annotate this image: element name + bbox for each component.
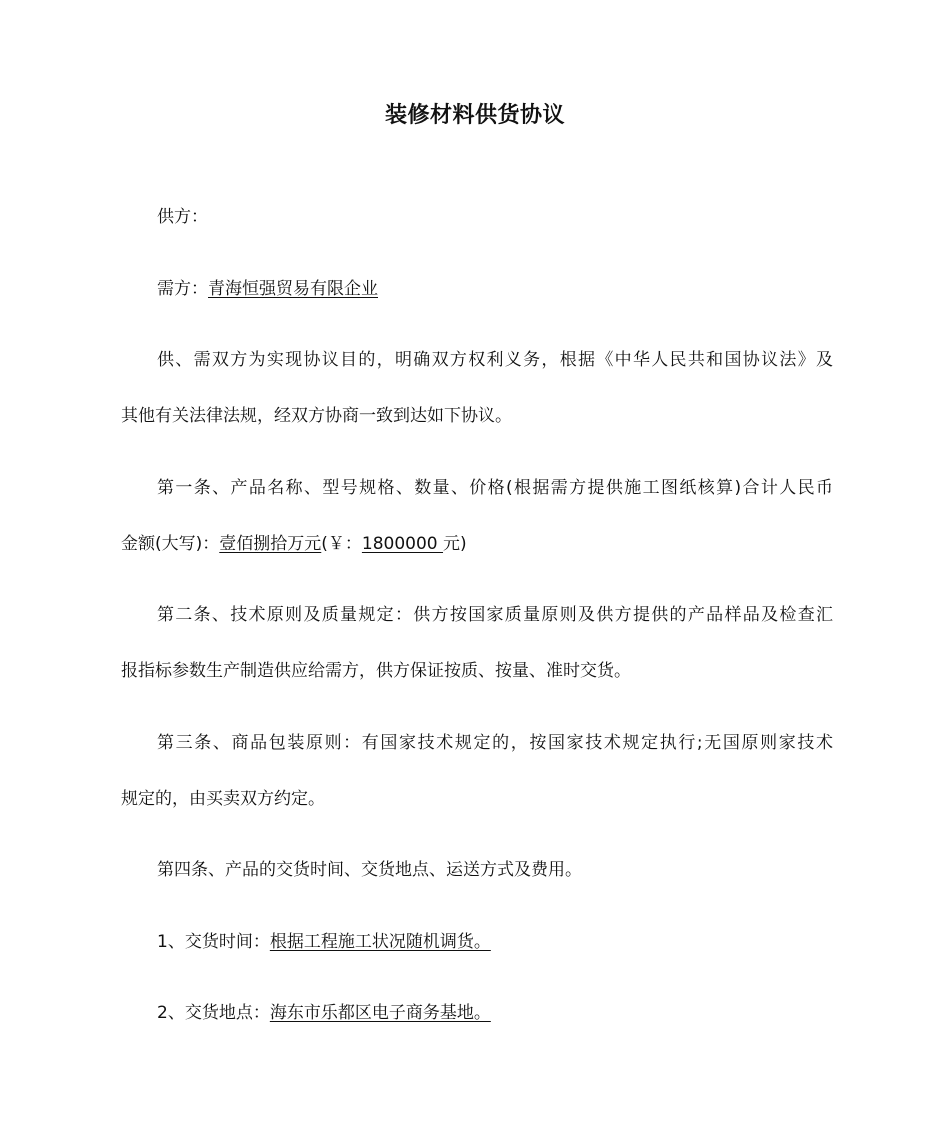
article3-line-1: 第三条、商品包装原则：有国家技术规定的，按国家技术规定执行;无国原则家技术 (157, 733, 833, 753)
delivery-place-line (157, 999, 833, 1027)
article4-line-1: 第四条、产品的交货时间、交货地点、运送方式及费用。 (157, 860, 582, 880)
amount-label: 金额(大写)： (121, 534, 220, 554)
amount-in-numbers: 1800000 (361, 534, 444, 554)
amount-in-words: 壹佰捌拾万元 (219, 534, 322, 554)
delivery-time-value: 根据工程施工状况随机调货。 (269, 932, 491, 952)
amount-currency: (￥： (321, 534, 362, 554)
article1-line-1: 第一条、产品名称、型号规格、数量、价格(根据需方提供施工图纸核算)合计人民币 (157, 478, 833, 498)
buyer-line (157, 275, 833, 303)
delivery-time-label: 1、交货时间： (157, 932, 270, 952)
buyer-value: 青海恒强贸易有限企业 (208, 279, 378, 299)
article3-line-2: 规定的，由买卖双方约定。 (121, 789, 325, 809)
delivery-place-value: 海东市乐都区电子商务基地。 (269, 1003, 491, 1023)
buyer-label: 需方： (157, 279, 208, 299)
delivery-time-line (157, 928, 833, 956)
supplier-line (157, 203, 833, 231)
document-title: 装修材料供货协议 (384, 103, 565, 128)
intro-line-2: 其他有关法律法规，经双方协商一致到达如下协议。 (121, 406, 512, 426)
article2-line-1: 第二条、技术原则及质量规定：供方按国家质量原则及供方提供的产品样品及检查汇 (157, 605, 833, 625)
intro-line-1: 供、需双方为实现协议目的，明确双方权利义务，根据《中华人民共和国协议法》及 (157, 350, 833, 370)
article2-line-2: 报指标参数生产制造供应给需方，供方保证按质、按量、准时交货。 (121, 661, 631, 681)
amount-unit: 元) (443, 534, 467, 554)
article1-line-2 (121, 530, 833, 558)
supplier-label: 供方： (157, 207, 208, 227)
delivery-place-label: 2、交货地点： (157, 1003, 270, 1023)
